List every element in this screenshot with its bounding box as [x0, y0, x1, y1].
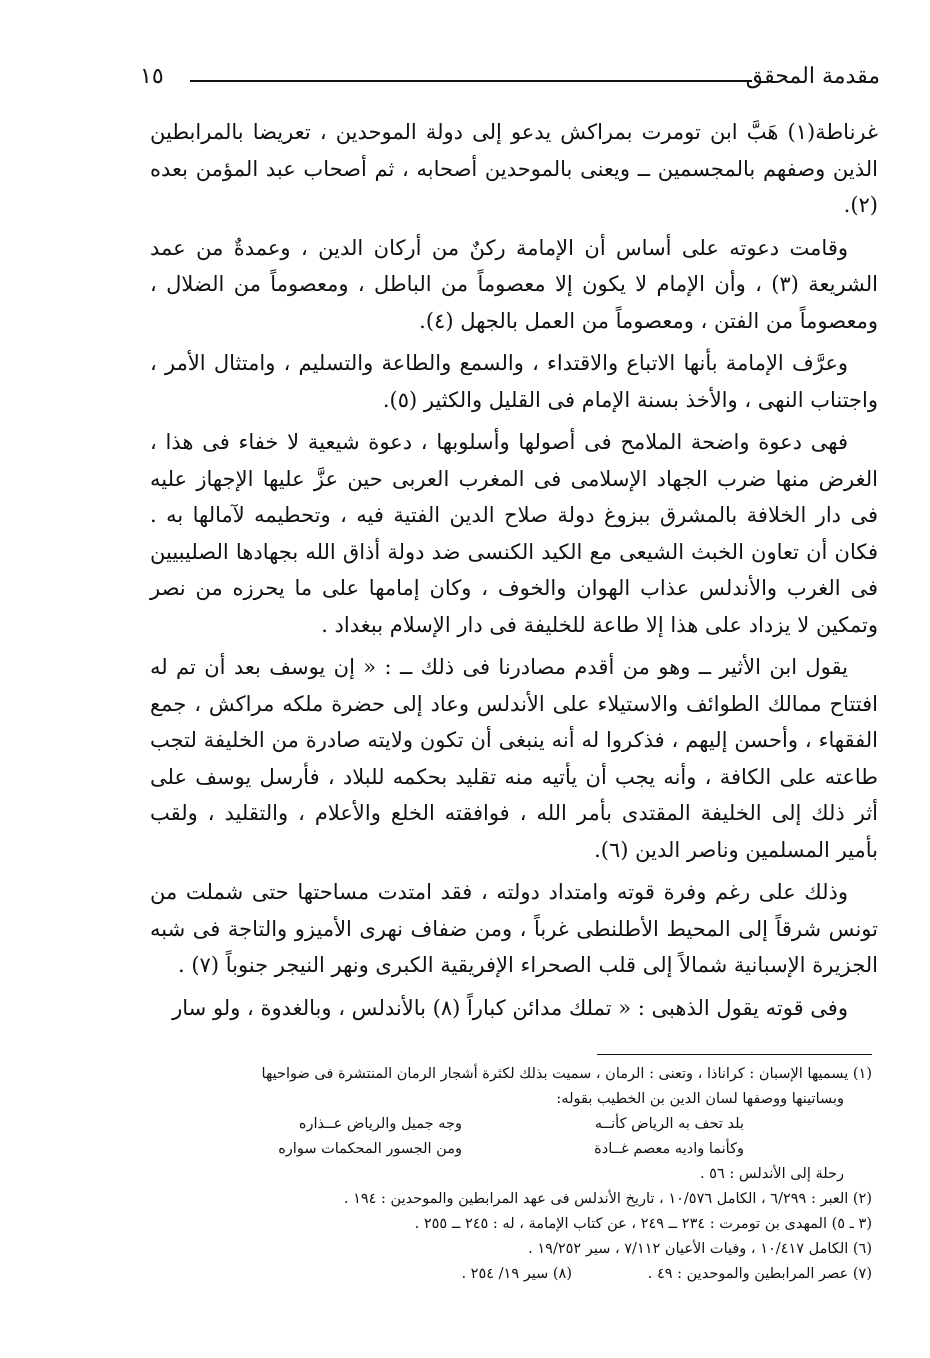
- paragraph-7: وفى قوته يقول الذهبى : « تملك مدائن كباراً (٨) بالأندلس ، وبالغدوة ، ولو سار: [172, 995, 848, 1020]
- paragraph-6: وذلك على رغم وفرة قوته وامتداد دولته ، فقد امتدت مساحتها حتى شملت من تونس شرقاً إلى المحيط الأطلنطى غرباً ، ومن ضفاف نهرى الأميزو والتاجة فى شبه الجزيرة الإسبانية شمالاً إلى قلب الصحراء الإفريقية الكبرى ونهر النيجر جنوباً (٧) .: [150, 880, 878, 977]
- verse-2-first-hemistich: وكأنما واديه معصم غــادة: [594, 1141, 744, 1157]
- footnote-3-5: (٣ ـ ٥) المهدى بن تومرت : ٢٣٤ ــ ٢٤٩ ، عن كتاب الإمامة ، له : ٢٤٥ ــ ٢٥٥ .: [414, 1216, 872, 1232]
- footnotes: [160, 1062, 872, 1287]
- footnote-2: (٢) العبر : ٦/٢٩٩ ، الكامل ١٠/٥٧٦ ، تاريخ الأندلس فى عهد المرابطين والموحدين : ١٩٤ .: [343, 1191, 872, 1207]
- footnote-6: (٦) الكامل ١٠/٤١٧ ، وفيات الأعيان ٧/١١٢ ، سير ١٩/٢٥٢ .: [528, 1241, 872, 1257]
- paragraph-1: غرناطة(١) هَبَّ ابن تومرت بمراكش يدعو إلى دولة الموحدين ، تعريضا بالمرابطين الذين وصفهم بالمجسمين ــ ويعنى بالموحدين أصحابه ، ثم أصحاب عبد المؤمن بعده (٢).: [150, 120, 878, 217]
- chapter-title: مقدمة المحقق: [745, 64, 880, 89]
- footnote-separator: [597, 1054, 872, 1055]
- footnote-8: (٨) سير ١٩/ ٢٥٤ .: [461, 1266, 572, 1282]
- footnote-1-source: رحلة إلى الأندلس : ٥٦ .: [699, 1166, 844, 1182]
- paragraph-2: وقامت دعوته على أساس أن الإمامة ركنٌ من أركان الدين ، وعمدةٌ من عمد الشريعة (٣) ، وأن الإمام لا يكون إلا معصوماً من الباطل ، ومعصوماً من الضلال ، ومعصوماً من الفتن ، ومعصوماً من العمل بالجهل (٤).: [150, 235, 879, 333]
- poem-verse-2: [160, 1137, 872, 1162]
- verse-1-first-hemistich: بلد تحف به الرياض كأنــه: [594, 1116, 744, 1132]
- footnote-1-continuation: وبساتينها ووصفها لسان الدين بن الخطيب بقوله:: [556, 1091, 844, 1107]
- verse-2-second-hemistich: ومن الجسور المحكمات سواره: [278, 1141, 462, 1157]
- footnote-row-7-8: [160, 1262, 872, 1287]
- main-text: [150, 114, 878, 1032]
- paragraph-5: يقول ابن الأثير ــ وهو من أقدم مصادرنا فى ذلك ــ : « إن يوسف بعد أن تم له افتتاح ممالك الطوائف والاستيلاء على الأندلس وعاد إلى حضرة ملكه مراكش ، جمع الفقهاء ، وأحسن إليهم ، فذكروا له أنه ينبغى أن تكون ولايته صادرة من الخليفة لتجب طاعته على الكافة ، وأنه يجب أن يأتيه منه تقليد بحكمه للبلاد ، فأرسل يوسف على أثر ذلك إلى الخليفة المقتدى بأمر الله ، فوافقته الخلع والأعلام ، والتقليد ، ولقب بأمير المسلمين وناصر الدين (٦).: [150, 655, 879, 862]
- running-header: [140, 62, 880, 102]
- header-rule: [190, 80, 752, 82]
- paragraph-3: وعرَّف الإمامة بأنها الاتباع والاقتداء ، والسمع والطاعة والتسليم ، وامتثال الأمر ، واجتناب النهى ، والأخذ بسنة الإمام فى القليل والكثير (٥).: [150, 351, 878, 412]
- poem-verse-1: [160, 1112, 872, 1137]
- verse-1-second-hemistich: وجه جميل والرياض عــذاره: [298, 1116, 462, 1132]
- footnote-7: (٧) عصر المرابطين والموحدين : ٤٩ .: [647, 1266, 872, 1282]
- footnote-1: (١) يسميها الإسبان : كراناذا ، وتعنى : الرمان ، سميت بذلك لكثرة أشجار الرمان المنتشرة فى ضواحيها: [261, 1066, 872, 1082]
- paragraph-4: فهى دعوة واضحة الملامح فى أصولها وأسلوبها ، دعوة شيعية لا خفاء فى هذا ، الغرض منها ضرب الجهاد الإسلامى فى المغرب العربى حين عزَّ عليها الإجهاز عليه فى دار الخلافة بالمشرق ببزوغ دولة صلاح الدين الفتية فيه ، وتحطيمه لآمالها به . فكان أن تعاون الخبث الشيعى مع الكيد الكنسى ضد دولة أذاق الله بجهادها الصليبيين فى الغرب والأندلس عذاب الهوان والخوف ، وكان إمامها على ما يحرزه من نصر وتمكين لا يزداد على هذا إلا طاعة للخليفة فى دار الإسلام ببغداد .: [150, 430, 878, 637]
- page-number: ١٥: [140, 64, 164, 89]
